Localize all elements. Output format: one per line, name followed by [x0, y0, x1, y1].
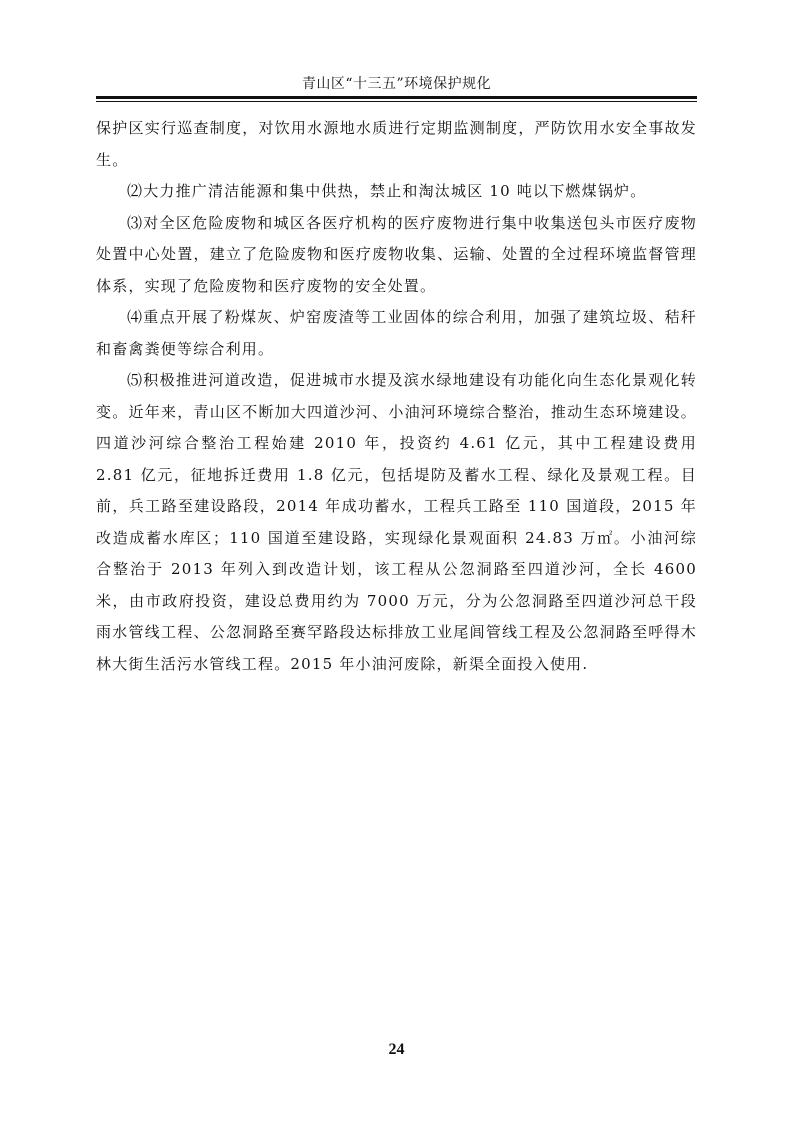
header-rule-thin: [96, 101, 697, 102]
header-rule-thick: [96, 96, 697, 99]
paragraph-item-3: ⑶对全区危险废物和城区各医疗机构的医疗废物进行集中收集送包头市医疗废物处置中心处置，建立了危险废物和医疗废物收集、运输、处置的全过程环境监督管理体系，实现了危险废物和医疗废物的安全处置。: [96, 213, 697, 295]
paragraph-item-2: ⑵大力推广清洁能源和集中供热，禁止和淘汰城区 10 吨以下燃煤锅炉。: [127, 182, 647, 200]
page-number: 24: [388, 1041, 405, 1058]
paragraph-item-4: ⑷重点开展了粉煤灰、炉窑废渣等工业固体的综合利用，加强了建筑垃圾、秸秆和畜禽粪便等综合利用。: [96, 308, 697, 358]
paragraph-continuation: 保护区实行巡查制度，对饮用水源地水质进行定期监测制度，严防饮用水安全事故发生。: [96, 119, 697, 169]
paragraph-item-5: ⑸积极推进河道改造，促进城市水提及滨水绿地建设有功能化向生态化景观化转变。近年来，青山区不断加大四道沙河、小油河环境综合整治，推动生态环境建设。四道沙河综合整治工程始建 2010 年，投资约 4.61 亿元，其中工程建设费用 2.81 亿元，征地拆迁费用 1.8 亿元，包括堤防及蓄水工程、绿化及景观工程。目前，兵工路至建设路段，2014 年成功蓄水，工程兵工路至 110 国道段，2015 年改造成蓄水库区；110 国道至建设路，实现绿化景观面积 24.83 万㎡。小油河综合整治于 2013 年列入到改造计划，该工程从公忽洞路至四道沙河，全长 4600 米，由市政府投资，建设总费用约为 7000 万元，分为公忽洞路至四道沙河总干段雨水管线工程、公忽洞路至赛罕路段达标排放工业尾闾管线工程及公忽洞路至呼得木林大街生活污水管线工程。2015 年小油河废除，新渠全面投入使用.: [96, 371, 697, 673]
running-header-title: 青山区“十三五”环境保护规化: [301, 76, 492, 92]
body-text: [96, 113, 697, 680]
